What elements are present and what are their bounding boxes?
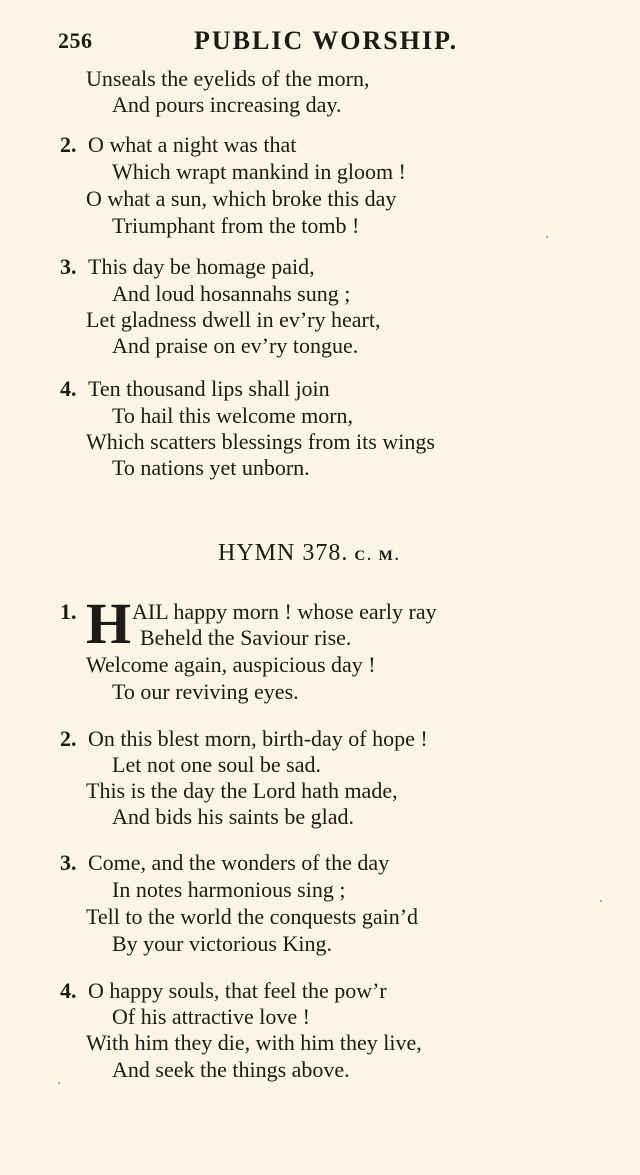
verse-line: Of his attractive love ! (112, 1004, 310, 1029)
verse-line: Let gladness dwell in ev’ry heart, (86, 307, 381, 332)
verse-line: Let not one soul be sad. (112, 752, 321, 777)
verse-line: To nations yet unborn. (112, 455, 310, 480)
verse-line: Beheld the Saviour rise. (140, 625, 352, 650)
verse-line: To our reviving eyes. (112, 679, 299, 704)
verse-line: And pours increasing day. (112, 92, 342, 117)
verse-line: And praise on ev’ry tongue. (112, 333, 359, 358)
verse-line: O what a night was that (88, 132, 297, 157)
verse-line: This day be homage paid, (88, 254, 315, 279)
verse-line: This is the day the Lord hath made, (86, 778, 398, 803)
verse-line: On this blest morn, birth-day of hope ! (88, 726, 428, 751)
verse-line: AIL happy morn ! whose early ray (132, 599, 437, 624)
verse-line: Unseals the eyelids of the morn, (86, 66, 370, 91)
verse-line: And loud hosannahs sung ; (112, 281, 351, 306)
hymn-number: HYMN 378. (218, 540, 349, 566)
stanza-number: 4. (60, 978, 77, 1003)
verse-line: By your victorious King. (112, 931, 332, 956)
verse-line: Welcome again, auspicious day ! (86, 652, 376, 677)
verse-line: In notes harmonious sing ; (112, 877, 346, 902)
hymn-meter: C. M. (354, 548, 401, 564)
verse-line: O what a sun, which broke this day (86, 186, 397, 211)
paper-speck (58, 1082, 60, 1084)
stanza-number: 2. (60, 726, 77, 751)
hymn-title (218, 540, 401, 567)
verse-line: Which scatters blessings from its wings (86, 429, 435, 454)
verse-line: Tell to the world the conquests gain’d (86, 904, 419, 929)
paper-speck (546, 236, 548, 238)
verse-line: To hail this welcome morn, (112, 403, 354, 428)
verse-line: And bids his saints be glad. (112, 804, 354, 829)
stanza-number: 3. (60, 254, 77, 279)
verse-line: Triumphant from the tomb ! (112, 213, 360, 238)
drop-cap: H (86, 591, 132, 656)
verse-line: And seek the things above. (112, 1057, 350, 1082)
verse-line: O happy souls, that feel the pow’r (88, 978, 387, 1003)
verse-line: Ten thousand lips shall join (88, 376, 330, 401)
stanza-number: 2. (60, 132, 77, 157)
running-title: PUBLIC WORSHIP. (194, 26, 459, 55)
stanza-number: 3. (60, 850, 77, 875)
verse-line: Come, and the wonders of the day (88, 850, 390, 875)
verse-line: Which wrapt mankind in gloom ! (112, 159, 406, 184)
stanza-number: 4. (60, 376, 77, 401)
verse-line: With him they die, with him they live, (86, 1030, 422, 1055)
paper-speck (600, 900, 602, 902)
page-header (58, 24, 578, 56)
page-number: 256 (58, 28, 93, 53)
stanza-number: 1. (60, 599, 77, 624)
